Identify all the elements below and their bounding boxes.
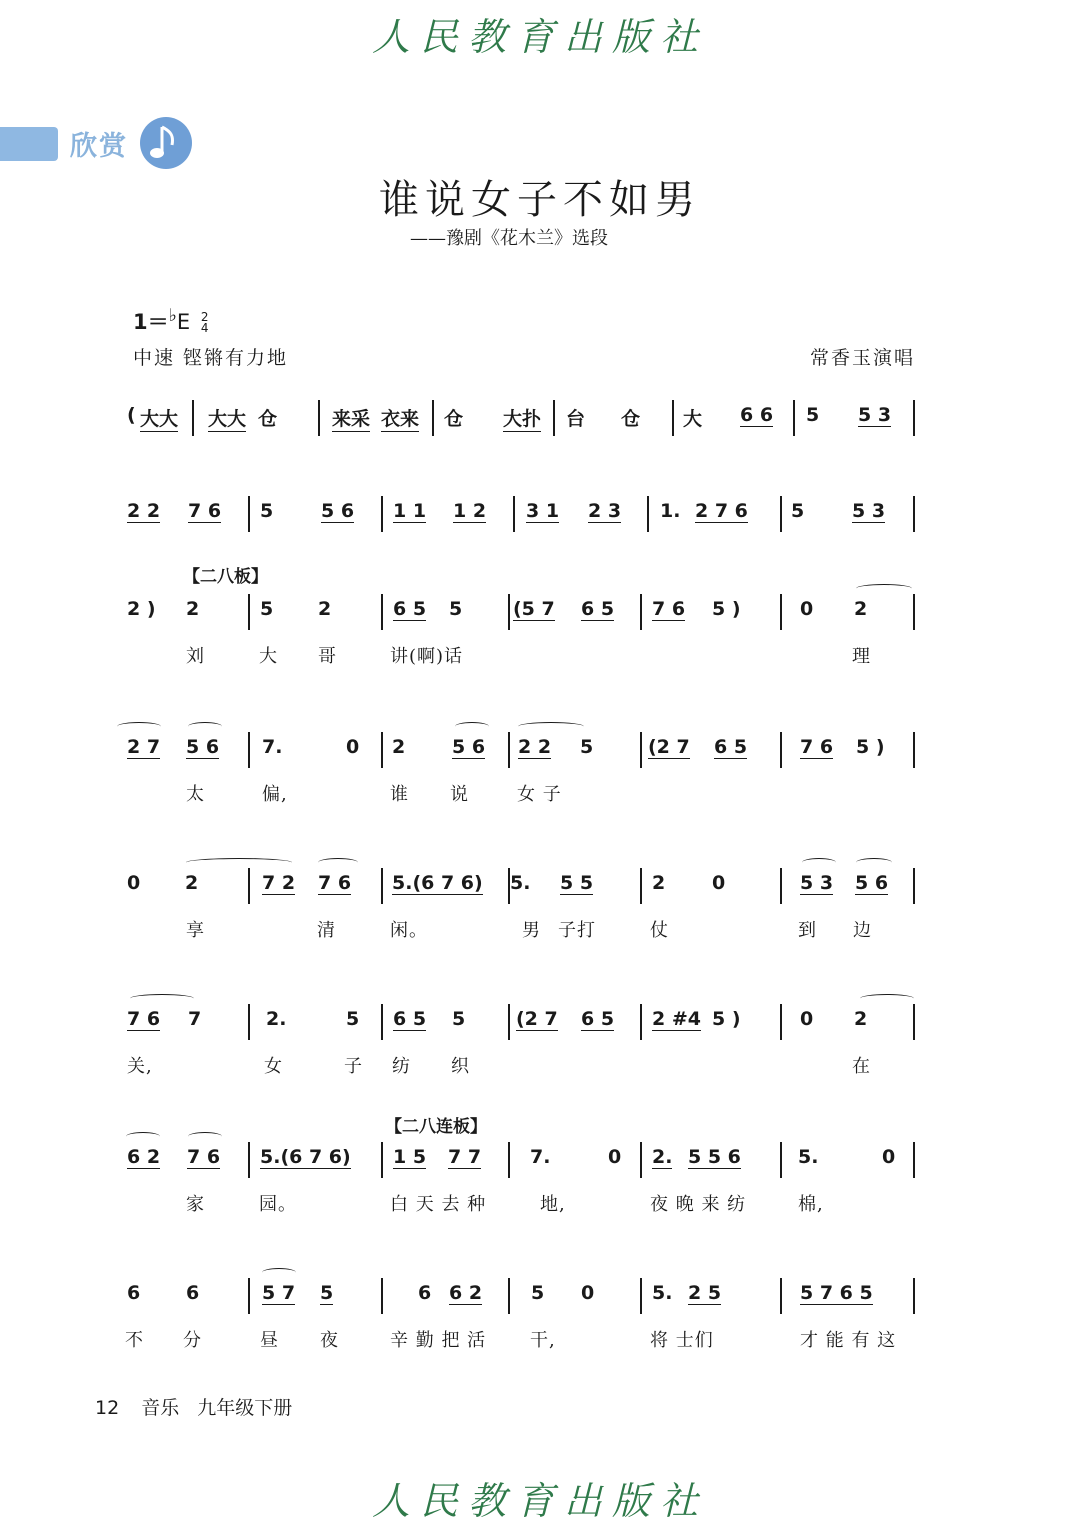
bar-line: [381, 594, 383, 630]
bar-line: [508, 1004, 510, 1040]
bar-line: [248, 868, 250, 904]
note-line: [0, 1008, 1080, 1048]
bar-line: [780, 1142, 782, 1178]
note-group: 5 5 6: [688, 1146, 741, 1168]
note-group: 6: [418, 1282, 432, 1304]
note-group: 6 2: [449, 1282, 483, 1304]
bar-line: [913, 496, 915, 532]
song-title: 谁说女子不如男: [379, 177, 701, 223]
note-group: 6: [127, 1282, 141, 1304]
lyric-syllable: 织: [451, 1056, 470, 1077]
lyric-syllable: 家: [186, 1194, 205, 1215]
slur-arc: [186, 858, 292, 867]
note-group: 5.: [652, 1282, 673, 1304]
note-group: 来采: [332, 404, 370, 432]
bar-line: [913, 868, 915, 904]
note-group: 5 ): [712, 1008, 741, 1030]
music-note-icon: [140, 117, 192, 169]
lyric-syllable: 昼: [260, 1330, 279, 1351]
note-group: 5: [449, 598, 463, 620]
note-group: 2: [854, 598, 868, 620]
bar-line: [780, 1004, 782, 1040]
note-group: 5 3: [852, 500, 886, 522]
lyric-syllable: 理: [852, 646, 871, 667]
note-group: 5.: [510, 872, 531, 894]
note-group: 0: [581, 1282, 595, 1304]
bar-line: [508, 1142, 510, 1178]
bar-line: [780, 732, 782, 768]
lyric-syllable: 偏,: [262, 784, 288, 805]
note-group: 仓: [444, 408, 464, 430]
bar-line: [780, 496, 782, 532]
note-group: 2.: [266, 1008, 287, 1030]
lyric-syllable: 女: [264, 1056, 283, 1077]
note-group: 5 5: [560, 872, 594, 894]
lyric-syllable: 地,: [540, 1194, 566, 1215]
bar-line: [640, 1278, 642, 1314]
note-group: 7 6: [187, 1146, 221, 1168]
note-group: 仓: [258, 408, 278, 430]
note-group: 5 6: [186, 736, 220, 758]
note-group: 6 5: [581, 598, 615, 620]
lyric-syllable: 纺: [392, 1056, 411, 1077]
lyrics-line: [0, 642, 1080, 672]
slur-arc: [318, 858, 358, 867]
note-group: 3 1: [526, 500, 560, 522]
lyrics-line: [0, 780, 1080, 810]
slur-arc: [262, 1268, 296, 1277]
note-group: (2 7: [648, 736, 690, 758]
note-group: 5.(6 7 6): [260, 1146, 351, 1168]
note-group: 2 ): [127, 598, 156, 620]
bar-line: [640, 732, 642, 768]
bar-line: [381, 732, 383, 768]
note-group: 2: [318, 598, 332, 620]
bar-line: [381, 1004, 383, 1040]
lyric-syllable: 干,: [530, 1330, 556, 1351]
lyric-syllable: 夜: [320, 1330, 339, 1351]
lyric-syllable: 夜 晚 来 纺: [650, 1194, 747, 1215]
page-footer: [95, 1393, 292, 1420]
slur-arc: [126, 1132, 160, 1141]
slur-arc: [856, 858, 892, 867]
slur-arc: [188, 1132, 222, 1141]
note-group: 0: [800, 1008, 814, 1030]
note-group: 大大: [140, 404, 178, 432]
note-group: 2: [652, 872, 666, 894]
lyric-syllable: 才 能 有 这: [800, 1330, 897, 1351]
bar-line: [640, 868, 642, 904]
note-group: 5: [531, 1282, 545, 1304]
lyric-syllable: 子打: [558, 920, 596, 941]
bar-line: [432, 400, 434, 436]
note-group: 5: [791, 500, 805, 522]
bar-line: [248, 1004, 250, 1040]
footer-book: 九年级下册: [197, 1397, 293, 1419]
note-group: 5 3: [800, 872, 834, 894]
key-prefix: 1＝: [133, 310, 169, 334]
section-label: 欣赏: [70, 131, 128, 162]
lyric-syllable: 说: [450, 784, 469, 805]
bar-line: [640, 1004, 642, 1040]
lyric-syllable: 棉,: [798, 1194, 824, 1215]
note-line: [0, 1146, 1080, 1186]
bar-line: [513, 496, 515, 532]
bar-line: [192, 400, 194, 436]
bar-line: [913, 1142, 915, 1178]
key-tonic: E: [176, 310, 191, 334]
key-signature: [133, 306, 209, 336]
bar-line: [381, 1142, 383, 1178]
note-group: 7 6: [127, 1008, 161, 1030]
note-group: 7 6: [318, 872, 352, 894]
bar-line: [248, 594, 250, 630]
lyrics-line: [0, 1190, 1080, 1220]
note-group: 5: [260, 500, 274, 522]
bar-line: [780, 594, 782, 630]
bar-line: [508, 594, 510, 630]
note-line: [0, 872, 1080, 912]
lyric-syllable: 到: [798, 920, 817, 941]
note-group: 7.: [262, 736, 283, 758]
note-group: 5 6: [452, 736, 486, 758]
note-group: 7.: [530, 1146, 551, 1168]
note-group: 2: [186, 598, 200, 620]
bar-line: [248, 732, 250, 768]
publisher-watermark-bottom: 人民教育出版社: [371, 1479, 708, 1523]
lyric-syllable: 边: [853, 920, 872, 941]
note-group: 0: [127, 872, 141, 894]
lyric-syllable: 刘: [186, 646, 205, 667]
bar-line: [508, 868, 510, 904]
note-group: 2 7: [127, 736, 161, 758]
note-group: 2 7 6: [695, 500, 748, 522]
slur-arc: [856, 584, 912, 593]
note-group: 5 7: [262, 1282, 296, 1304]
slur-arc: [802, 858, 836, 867]
note-group: 5 ): [712, 598, 741, 620]
bar-line: [318, 400, 320, 436]
bar-line: [640, 1142, 642, 1178]
banqiang-label: 【二八板】: [183, 567, 268, 587]
note-group: 0: [608, 1146, 622, 1168]
slur-arc: [188, 722, 222, 731]
note-group: 7 2: [262, 872, 296, 894]
lyric-syllable: 女 子: [517, 784, 562, 805]
time-denominator: 4: [200, 321, 209, 335]
lyrics-line: [0, 1052, 1080, 1082]
note-group: 1 1: [393, 500, 427, 522]
bar-line: [381, 868, 383, 904]
note-line: [0, 598, 1080, 638]
note-group: 1 5: [393, 1146, 427, 1168]
note-group: 5.(6 7 6): [392, 872, 483, 894]
slur-arc: [117, 722, 161, 731]
note-group: 6 5: [393, 1008, 427, 1030]
note-group: 大大: [208, 404, 246, 432]
note-group: 5 ): [856, 736, 885, 758]
time-numerator: 2: [200, 310, 209, 324]
note-group: 0: [800, 598, 814, 620]
lyric-syllable: 在: [852, 1056, 871, 1077]
note-group: 5: [806, 404, 820, 426]
note-group: 1 2: [453, 500, 487, 522]
bar-line: [913, 732, 915, 768]
lyrics-line: [0, 916, 1080, 946]
note-group: 2: [854, 1008, 868, 1030]
note-line: [0, 736, 1080, 776]
slur-arc: [455, 722, 489, 731]
bar-line: [913, 400, 915, 436]
note-group: 1.: [660, 500, 681, 522]
note-line: [0, 1282, 1080, 1322]
performer-credit: 常香玉演唱: [810, 347, 916, 369]
tempo-marking: 中速 铿锵有力地: [133, 347, 289, 369]
lyric-syllable: 白 天 去 种: [390, 1194, 487, 1215]
note-group: 2 5: [688, 1282, 722, 1304]
banqiang-label: 【二八连板】: [385, 1117, 487, 1137]
note-group: 5: [260, 598, 274, 620]
note-group: 7 6: [188, 500, 222, 522]
bar-line: [793, 400, 795, 436]
lyric-syllable: 讲(啊)话: [390, 646, 464, 667]
publisher-watermark-top: 人民教育出版社: [371, 15, 708, 59]
lyric-syllable: 闲。: [390, 920, 428, 941]
lyric-syllable: 不: [125, 1330, 144, 1351]
lyric-syllable: 辛 勤 把 活: [390, 1330, 487, 1351]
bar-line: [780, 1278, 782, 1314]
bar-line: [508, 1278, 510, 1314]
note-group: 6 6: [740, 404, 774, 426]
lyric-syllable: 仗: [650, 920, 669, 941]
note-group: 5: [580, 736, 594, 758]
lyric-syllable: 谁: [390, 784, 409, 805]
note-group: 6: [186, 1282, 200, 1304]
note-group: 0: [712, 872, 726, 894]
lyric-syllable: 清: [317, 920, 336, 941]
lyric-syllable: 太: [186, 784, 205, 805]
note-group: (2 7: [516, 1008, 558, 1030]
lyric-syllable: 园。: [259, 1194, 297, 1215]
bar-line: [553, 400, 555, 436]
note-group: 7 7: [448, 1146, 482, 1168]
note-group: 0: [346, 736, 360, 758]
note-group: 7 6: [652, 598, 686, 620]
note-group: 6 5: [714, 736, 748, 758]
note-group: 大: [683, 408, 703, 430]
lyric-syllable: 享: [186, 920, 205, 941]
slur-arc: [130, 994, 194, 1003]
song-subtitle: ——豫剧《花木兰》选段: [410, 228, 608, 249]
time-signature: [201, 312, 209, 334]
lyrics-line: [0, 1326, 1080, 1356]
slur-arc: [860, 994, 914, 1003]
bar-line: [248, 1278, 250, 1314]
flat-sign: ♭: [168, 306, 177, 326]
note-group: 仓: [621, 408, 641, 430]
note-group: 0: [882, 1146, 896, 1168]
note-group: 2: [392, 736, 406, 758]
lyric-syllable: 大: [259, 646, 278, 667]
note-group: 衣来: [381, 404, 419, 432]
bar-line: [381, 1278, 383, 1314]
note-group: 5: [320, 1282, 334, 1304]
bar-line: [508, 732, 510, 768]
note-group: 5: [346, 1008, 360, 1030]
note-group: 台: [566, 408, 586, 430]
note-group: (5 7: [513, 598, 555, 620]
note-group: 2: [185, 872, 199, 894]
bar-line: [248, 1142, 250, 1178]
note-group: (: [127, 404, 136, 426]
bar-line: [381, 496, 383, 532]
bar-line: [780, 868, 782, 904]
note-line: [0, 404, 1080, 444]
note-group: 大扑: [503, 404, 541, 432]
note-group: 7: [188, 1008, 202, 1030]
note-group: 5 6: [321, 500, 355, 522]
note-group: 7 6: [800, 736, 834, 758]
lyric-syllable: 分: [183, 1330, 202, 1351]
page-number: 12: [95, 1397, 120, 1419]
note-line: [0, 500, 1080, 540]
note-group: 2 2: [518, 736, 552, 758]
bar-line: [672, 400, 674, 436]
note-group: 6 2: [127, 1146, 161, 1168]
bar-line: [913, 1278, 915, 1314]
note-group: 6 5: [393, 598, 427, 620]
lyric-syllable: 将 士们: [650, 1330, 714, 1351]
note-group: 5.: [798, 1146, 819, 1168]
note-group: 2 2: [127, 500, 161, 522]
note-group: 6 5: [581, 1008, 615, 1030]
bar-line: [913, 594, 915, 630]
note-group: 5 3: [858, 404, 892, 426]
lyric-syllable: 哥: [318, 646, 337, 667]
lyric-syllable: 子: [344, 1056, 363, 1077]
note-group: 5 7 6 5: [800, 1282, 873, 1304]
bar-line: [248, 496, 250, 532]
lyric-syllable: 关,: [127, 1056, 153, 1077]
note-group: 2 #4: [652, 1008, 701, 1030]
slur-arc: [518, 722, 584, 731]
lyric-syllable: 男: [522, 920, 541, 941]
note-group: 2 3: [588, 500, 622, 522]
bar-line: [913, 1004, 915, 1040]
note-group: 5: [452, 1008, 466, 1030]
section-badge: [0, 127, 58, 161]
note-group: 2.: [652, 1146, 673, 1168]
footer-subject: 音乐: [141, 1397, 180, 1419]
bar-line: [640, 594, 642, 630]
note-group: 5 6: [855, 872, 889, 894]
bar-line: [647, 496, 649, 532]
